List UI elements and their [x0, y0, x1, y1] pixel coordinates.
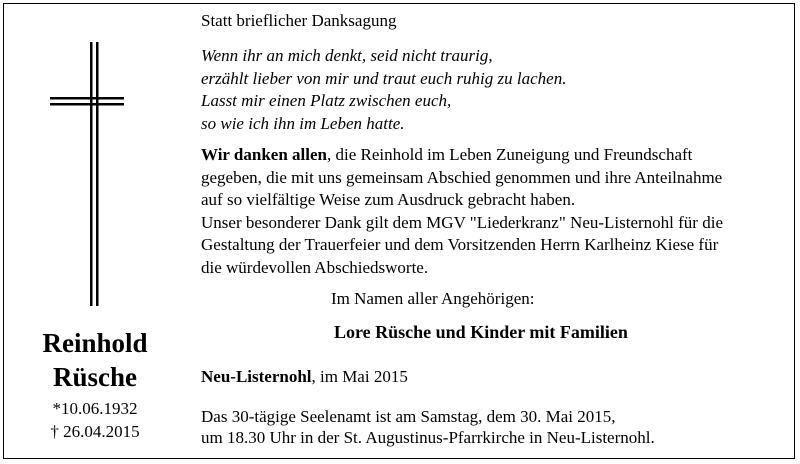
poem-line: Lasst mir einen Platz zwischen euch,	[201, 91, 452, 110]
place-date	[201, 366, 408, 388]
mass-announcement	[201, 406, 655, 448]
poem-line: erzählt lieber von mir und traut euch ruhig zu lachen.	[201, 68, 567, 88]
thanks-line: auf so vielfältige Weise zum Ausdruck gebracht haben.	[201, 190, 576, 209]
cross-icon	[44, 42, 124, 306]
birth-date: *10.06.1932	[52, 399, 138, 418]
thanks-line-rest: , die Reinhold im Leben Zuneigung und Freundschaft	[326, 145, 693, 164]
thanks-line: gegeben, die mit uns gemeinsam Abschied genommen und ihre Anteilnahme	[201, 167, 723, 187]
signers: Lore Rüsche und Kinder mit Familien	[334, 322, 628, 342]
date-text: , im Mai 2015	[311, 367, 408, 386]
deceased-last-name: Rüsche	[52, 362, 137, 392]
on-behalf-label: Im Namen aller Angehörigen:	[331, 289, 535, 308]
thanks-lead: Wir danken allen	[201, 145, 327, 164]
thanks-line: Gestaltung der Trauerfeier und dem Vorsitzenden Herrn Karlheinz Kiese für	[201, 235, 719, 254]
mass-line: um 18.30 Uhr in der St. Augustinus-Pfarrkirche in Neu-Listernohl.	[201, 428, 655, 447]
poem-line: Wenn ihr an mich denkt, seid nicht traurig,	[201, 46, 493, 65]
place: Neu-Listernohl	[201, 367, 312, 386]
thanks-line: Unser besonderer Dank gilt dem MGV "Liederkranz" Neu-Listernohl für die	[201, 212, 723, 232]
poem-line: so wie ich ihn im Leben hatte.	[201, 113, 405, 133]
deceased-first-name: Reinhold	[42, 328, 148, 358]
thanks-line: die würdevollen Abschiedsworte.	[201, 257, 429, 277]
mass-line: Das 30-tägige Seelenamt ist am Samstag, dem 30. Mai 2015,	[201, 407, 616, 426]
notice-header: Statt brieflicher Danksagung	[201, 11, 397, 30]
thanks-line	[201, 144, 723, 167]
thanks-paragraph	[201, 144, 723, 279]
poem	[201, 45, 566, 135]
death-date: † 26.04.2015	[50, 422, 140, 441]
